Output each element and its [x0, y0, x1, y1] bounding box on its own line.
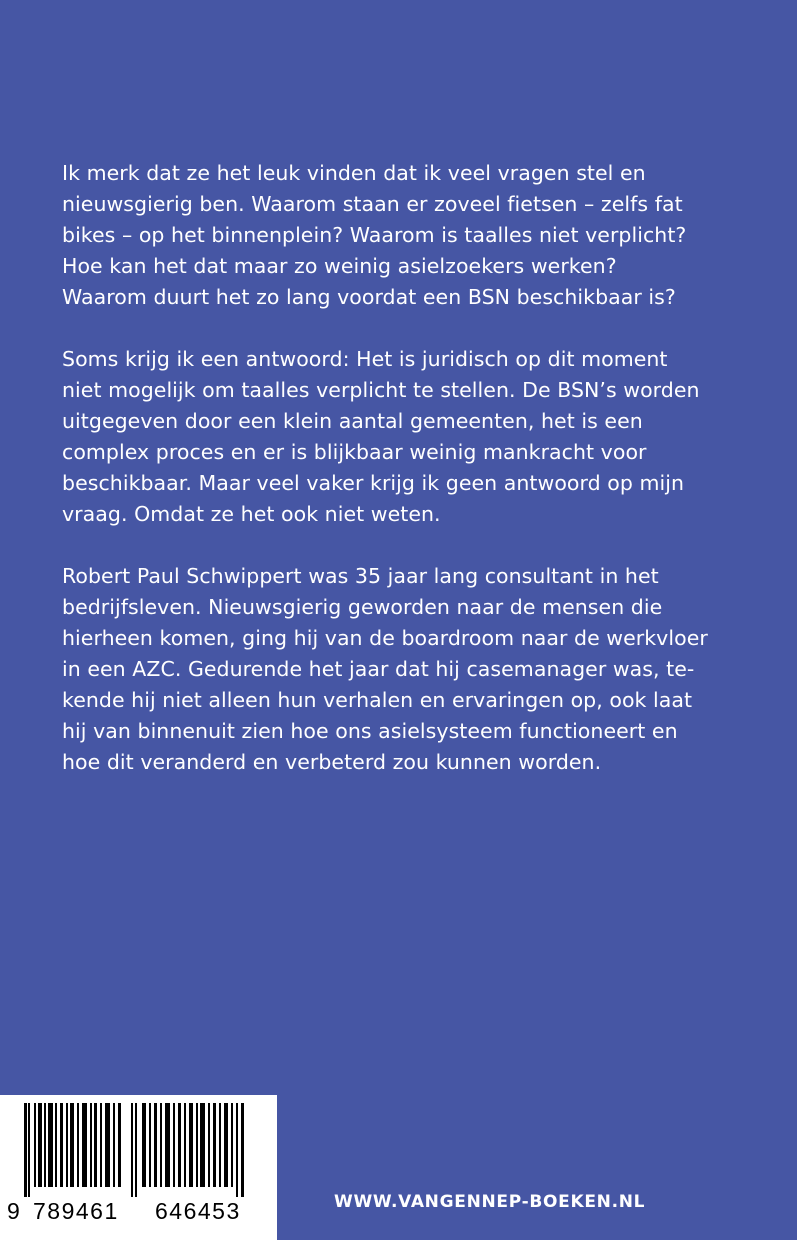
isbn-prefix: 9	[7, 1198, 22, 1224]
answer-paragraph: Soms krijg ik een antwoord: Het is juridisch op dit moment niet mogelijk om taalles verplicht te stellen. De BSN’s worden uitgegeven door een klein aantal gemeenten, het is een complex proces en er is blijkbaar weinig mankracht voor beschikbaar. Maar veel vaker krijg ik geen antwoord op mijn vraag. Omdat ze het ook niet weten.	[62, 347, 700, 526]
publisher-website: WWW.VANGENNEP-BOEKEN.NL	[334, 1192, 646, 1212]
isbn-group-2: 646453	[155, 1198, 241, 1224]
barcode-icon	[10, 1103, 262, 1197]
intro-paragraph: Ik merk dat ze het leuk vinden dat ik veel vragen stel en nieuwsgierig ben. Waarom staan er zoveel fietsen – zelfs fat bikes – op het binnenplein? Waarom is taalles niet verplicht? Hoe kan het dat maar zo weinig asielzoekers werken? Waarom duurt het zo lang voordat een BSN beschikbaar is?	[62, 161, 687, 309]
back-cover-copy	[62, 158, 762, 809]
author-paragraph: Robert Paul Schwippert was 35 jaar lang consultant in het bedrijfsleven. Nieuwsgierig geworden naar de mensen die hierheen komen, ging hij van de boardroom naar de werkvloer in een AZC. Gedurende het jaar dat hij casemanager was, te- kende hij niet alleen hun verhalen en ervaringen op, ook laat hij van binnenuit zien hoe ons asielsysteem functioneert en hoe dit veranderd en verbeterd zou kunnen worden.	[62, 564, 708, 774]
isbn-number	[7, 1198, 272, 1224]
isbn-group-1: 789461	[33, 1198, 119, 1224]
